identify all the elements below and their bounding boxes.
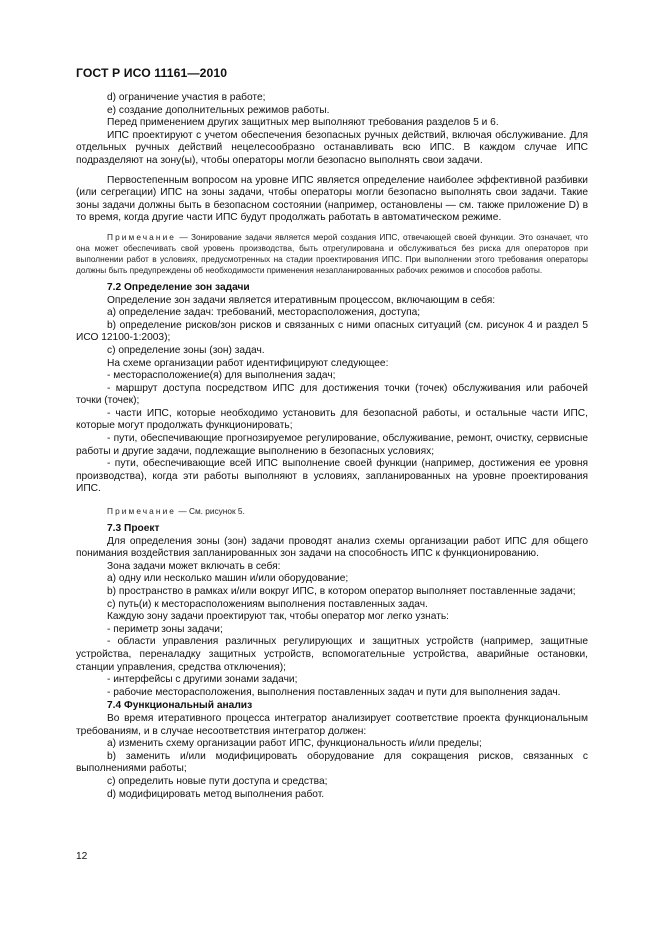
paragraph: Во время итеративного процесса интегратор анализирует соответствие проекта функциональным требованиям, и в случае несоответствия интегратор должен: (76, 712, 588, 737)
list-item: - периметр зоны задачи; (107, 623, 223, 635)
list-item: - интерфейсы с другими зонами задачи; (107, 674, 298, 686)
note (76, 506, 588, 517)
list-item: - области управления различных регулирующих и защитных устройств (например, защитные устройства, переналадку защитных устройств, вспомогательные устройства, аварийные остановки, станции управления, средства отключения); (76, 636, 588, 673)
note-text: — См. рисунок 5. (178, 506, 245, 517)
paragraph: Перед применением других защитных мер выполняют требования разделов 5 и 6. (107, 117, 499, 129)
list-item: - пути, обеспечивающие прогнозируемое регулирование, обслуживание, ремонт, очистку, сервисные работы и другие задачи, подлежащие выполнению в безопасных условиях; (76, 433, 588, 457)
list-item: - пути, обеспечивающие всей ИПС выполнение своей функции (например, достижения ее уровня производства), когда эти работы выполняют в условиях, запланированных на уровне проектирования ИПС. (76, 458, 588, 495)
paragraph: ИПС проектируют с учетом обеспечения безопасных ручных действий, включая обслуживание. Для отдельных ручных действий нецелесообразно останавливать всю ИПС. В каждом случае ИПС подразделяют на зону(ы), чтобы операторы могли безопасно выполнять свои задачи. (76, 129, 588, 166)
list-item: - маршрут доступа посредством ИПС для достижения точки (точек) обслуживания или рабочей точки (точек); (76, 382, 588, 407)
note-label: Примечание (107, 231, 177, 242)
paragraph: Для определения зоны (зон) задачи проводят анализ схемы организации работ ИПС для общего понимания воздействия запланированных зон задачи на способность ИПС к функционированию. (76, 535, 588, 560)
list-item: - месторасположение(я) для выполнения задач; (107, 370, 336, 382)
list-item: c) определение зоны (зон) задач. (107, 344, 265, 356)
list-item: b) пространство в рамках и/или вокруг ИПС, в котором оператор выполняет поставленные задачи; (107, 586, 576, 597)
list-item: c) путь(и) к месторасположениям выполнения поставленных задач. (107, 598, 428, 610)
note-text: — Зонирование задачи является мерой создания ИПС, отвечающей своей функции. Это означает, что она может обеспечивать свой уровень производства, быть отрегулирована и обслуживаться без риска для операторов при выполнении работ в условиях, предусмотренных на стадии проектирования ИПС. При выполнении этого требования операторы должны быть предупреждены об необходимости применения незапланированных рабочих режимов и способов работы. (76, 231, 588, 275)
page-body (76, 92, 588, 801)
paragraph: На схеме организации работ идентифицируют следующее: (107, 357, 389, 369)
paragraph: Зона задачи может включать в себя: (107, 560, 281, 572)
list-item: e) создание дополнительных режимов работы. (107, 104, 330, 116)
paragraph: Каждую зону задачи проектируют так, чтобы оператор мог легко узнать: (107, 611, 450, 623)
list-item: a) одну или несколько машин и/или оборудование; (107, 573, 349, 585)
list-item: a) изменить схему организации работ ИПС, функциональность и/или пределы; (107, 738, 482, 750)
list-item: a) определение задач: требований, месторасположения, доступа; (107, 307, 421, 319)
document-header: ГОСТ Р ИСО 11161—2010 (76, 66, 228, 80)
list-item: c) определить новые пути доступа и средства; (107, 775, 328, 787)
section-heading: 7.3 Проект (107, 523, 160, 535)
section-heading: 7.2 Определение зон задачи (107, 281, 250, 293)
note-label: Примечание (107, 506, 177, 517)
section-heading: 7.4 Функциональный анализ (107, 700, 253, 712)
paragraph: Определение зон задачи является итеративным процессом, включающим в себя: (107, 294, 496, 306)
list-item: b) заменить и/или модифицировать оборудование для сокращения рисков, связанных с выполнениями работы; (76, 750, 588, 775)
list-item: d) ограничение участия в работе; (107, 92, 266, 103)
paragraph: Первостепенным вопросом на уровне ИПС является определение наиболее эффективной разбивки (или сегрегации) ИПС на зоны задачи, чтобы операторы могли безопасно выполнять свои задачи. Такие зоны задачи должны быть в безопасном состоянии (например, остановлены — см. также приложение D) в то время, когда другие части ИПС будут продолжать работать в автоматическом режиме. (76, 174, 588, 224)
list-item: d) модифицировать метод выполнения работ. (107, 788, 325, 800)
list-item: - части ИПС, которые необходимо установить для безопасной работы, и остальные части ИПС, которые могут продолжать функционировать; (76, 407, 588, 432)
list-item: b) определение рисков/зон рисков и связанных с ними опасных ситуаций (см. рисунок 4 и раздел 5 ИСО 12100-1:2003); (76, 319, 588, 344)
list-item: - рабочие месторасположения, выполнения поставленных задач и пути для выполнения задач. (107, 686, 561, 698)
page-number: 12 (76, 851, 88, 862)
note (76, 232, 588, 276)
